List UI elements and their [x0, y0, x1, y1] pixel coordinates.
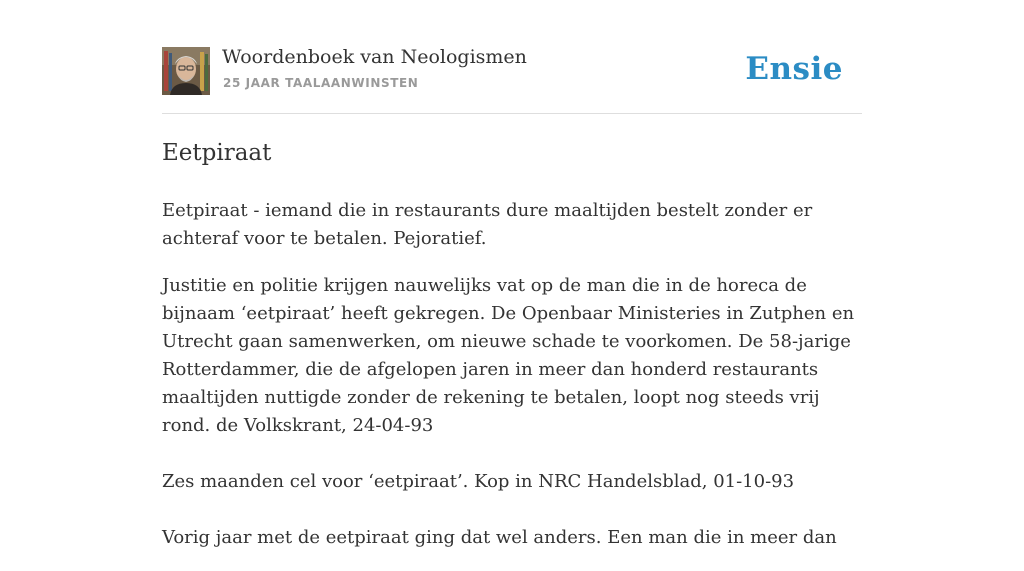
quote-paragraph: Vorig jaar met de eetpiraat ging dat wel anders. Een man die in meer dan — [162, 527, 837, 548]
page-container — [162, 0, 862, 548]
blog-header — [162, 0, 862, 114]
blog-title-link[interactable]: Woordenboek van Neologismen — [222, 46, 527, 68]
author-portrait-icon — [162, 47, 210, 95]
blog-subtitle: 25 JAAR TAALAANWINSTEN — [223, 76, 419, 90]
article-body — [162, 137, 862, 571]
ensie-logo-link[interactable]: Ensie — [745, 51, 843, 87]
quote-paragraph: Zes maanden cel voor ‘eetpiraat’. Kop in NRC Handelsblad, 01-10-93 — [162, 471, 795, 492]
definition-paragraph: Eetpiraat - iemand die in restaurants dure maaltijden bestelt zonder er achteraf voor te betalen. Pejoratief. — [162, 200, 813, 249]
author-avatar[interactable] — [162, 47, 210, 95]
quote-paragraph: Justitie en politie krijgen nauwelijks vat op de man die in de horeca de bijnaam ‘eetpiraat’ heeft gekregen. De Openbaar Ministeries in Zutphen en Utrecht gaan samenwerken, om nieuwe schade te voorkomen. De 58-jarige Rotterdammer, die de afgelopen jaren in meer dan honderd restaurants maaltijden nuttigde zonder de rekening te betalen, loopt nog steeds vrij rond. de Volkskrant, 24-04-93 — [162, 275, 855, 436]
article-title: Eetpiraat — [162, 140, 272, 166]
